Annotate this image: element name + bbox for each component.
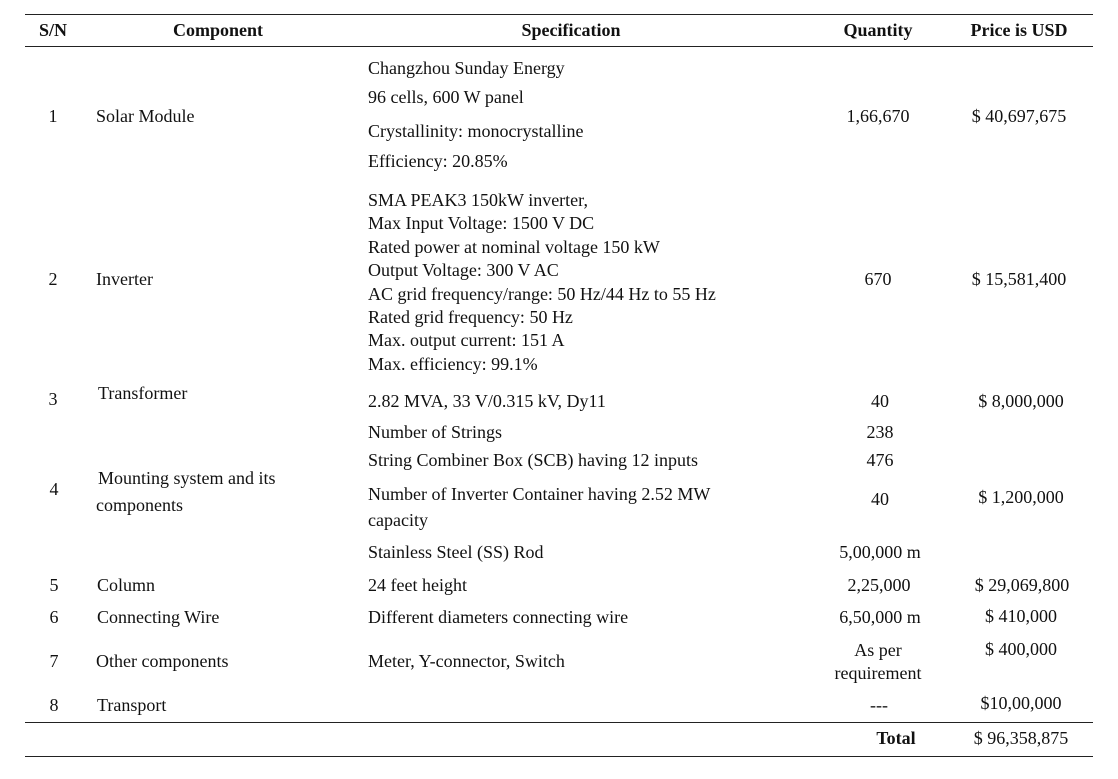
row8-component: Transport [97,695,167,715]
row1-price: $ 40,697,675 [971,106,1067,126]
header-sn: S/N [38,20,68,40]
row6-component: Connecting Wire [97,607,220,627]
total-label: Total [876,728,916,748]
row8-price: $10,00,000 [980,693,1062,713]
row7-component: Other components [96,651,229,671]
row3-quantity: 40 [871,391,889,411]
row4-spec-line: Number of Strings [368,422,502,442]
row4-quantity: 238 [866,422,894,442]
row3-sn: 3 [48,389,58,409]
row4-component-line: components [96,495,183,515]
row7-spec-line: Meter, Y-connector, Switch [368,651,565,671]
row2-quantity: 670 [864,269,892,289]
row4-spec-line: Stainless Steel (SS) Rod [368,542,544,562]
row4-component-line: Mounting system and its [98,468,276,488]
row7-quantity: As per [854,640,902,660]
row6-price: $ 410,000 [985,606,1057,626]
row8-quantity: --- [870,695,888,715]
row4-spec-line: String Combiner Box (SCB) having 12 inputs [368,450,699,470]
row2-spec-line: Max. efficiency: 99.1% [368,354,538,374]
header-component: Component [172,20,264,40]
row4-spec-line: capacity [368,510,428,530]
row5-spec-line: 24 feet height [368,575,467,595]
row4-quantity: 476 [866,450,894,470]
total-rule [25,722,1093,723]
row3-price: $ 8,000,000 [978,391,1064,411]
total-price: $ 96,358,875 [973,728,1069,748]
row2-price: $ 15,581,400 [971,269,1067,289]
row6-quantity: 6,50,000 m [839,607,921,627]
row7-quantity: requirement [834,663,922,683]
row2-sn: 2 [48,269,58,289]
row2-spec-line: Rated grid frequency: 50 Hz [368,307,573,327]
row7-price: $ 400,000 [985,639,1057,659]
row6-sn: 6 [49,607,59,627]
row1-spec-line: Efficiency: 20.85% [368,151,508,171]
row8-sn: 8 [49,695,59,715]
row4-sn: 4 [49,479,59,499]
row2-component: Inverter [96,269,153,289]
top-rule [25,14,1093,15]
row5-sn: 5 [49,575,59,595]
row3-spec-line: 2.82 MVA, 33 V/0.315 kV, Dy11 [368,391,606,411]
row2-spec-line: Output Voltage: 300 V AC [368,260,559,280]
row5-price: $ 29,069,800 [974,575,1070,595]
row2-spec-line: Rated power at nominal voltage 150 kW [368,237,660,257]
header-specification: Specification [521,20,621,40]
row4-quantity: 40 [871,489,889,509]
bottom-rule [25,756,1093,757]
row7-sn: 7 [49,651,59,671]
row2-spec-line: AC grid frequency/range: 50 Hz/44 Hz to 55 Hz [368,284,716,304]
row2-spec-line: Max. output current: 151 A [368,330,565,350]
row1-spec-line: 96 cells, 600 W panel [368,87,524,107]
header-quantity: Quantity [843,20,913,40]
header-rule [25,46,1093,47]
row1-component: Solar Module [96,106,195,126]
row4-spec-line: Number of Inverter Container having 2.52 MW [368,484,711,504]
row2-spec-line: SMA PEAK3 150kW inverter, [368,190,588,210]
row1-sn: 1 [48,106,58,126]
row1-spec-line: Changzhou Sunday Energy [368,58,565,78]
row6-spec-line: Different diameters connecting wire [368,607,629,627]
row2-spec-line: Max Input Voltage: 1500 V DC [368,213,595,233]
row1-quantity: 1,66,670 [846,106,910,126]
row4-quantity: 5,00,000 m [839,542,921,562]
row3-component: Transformer [98,383,188,403]
row1-spec-line: Crystallinity: monocrystalline [368,121,584,141]
header-price: Price is USD [970,20,1068,40]
row5-component: Column [97,575,156,595]
row5-quantity: 2,25,000 [847,575,911,595]
row4-price: $ 1,200,000 [978,487,1064,507]
